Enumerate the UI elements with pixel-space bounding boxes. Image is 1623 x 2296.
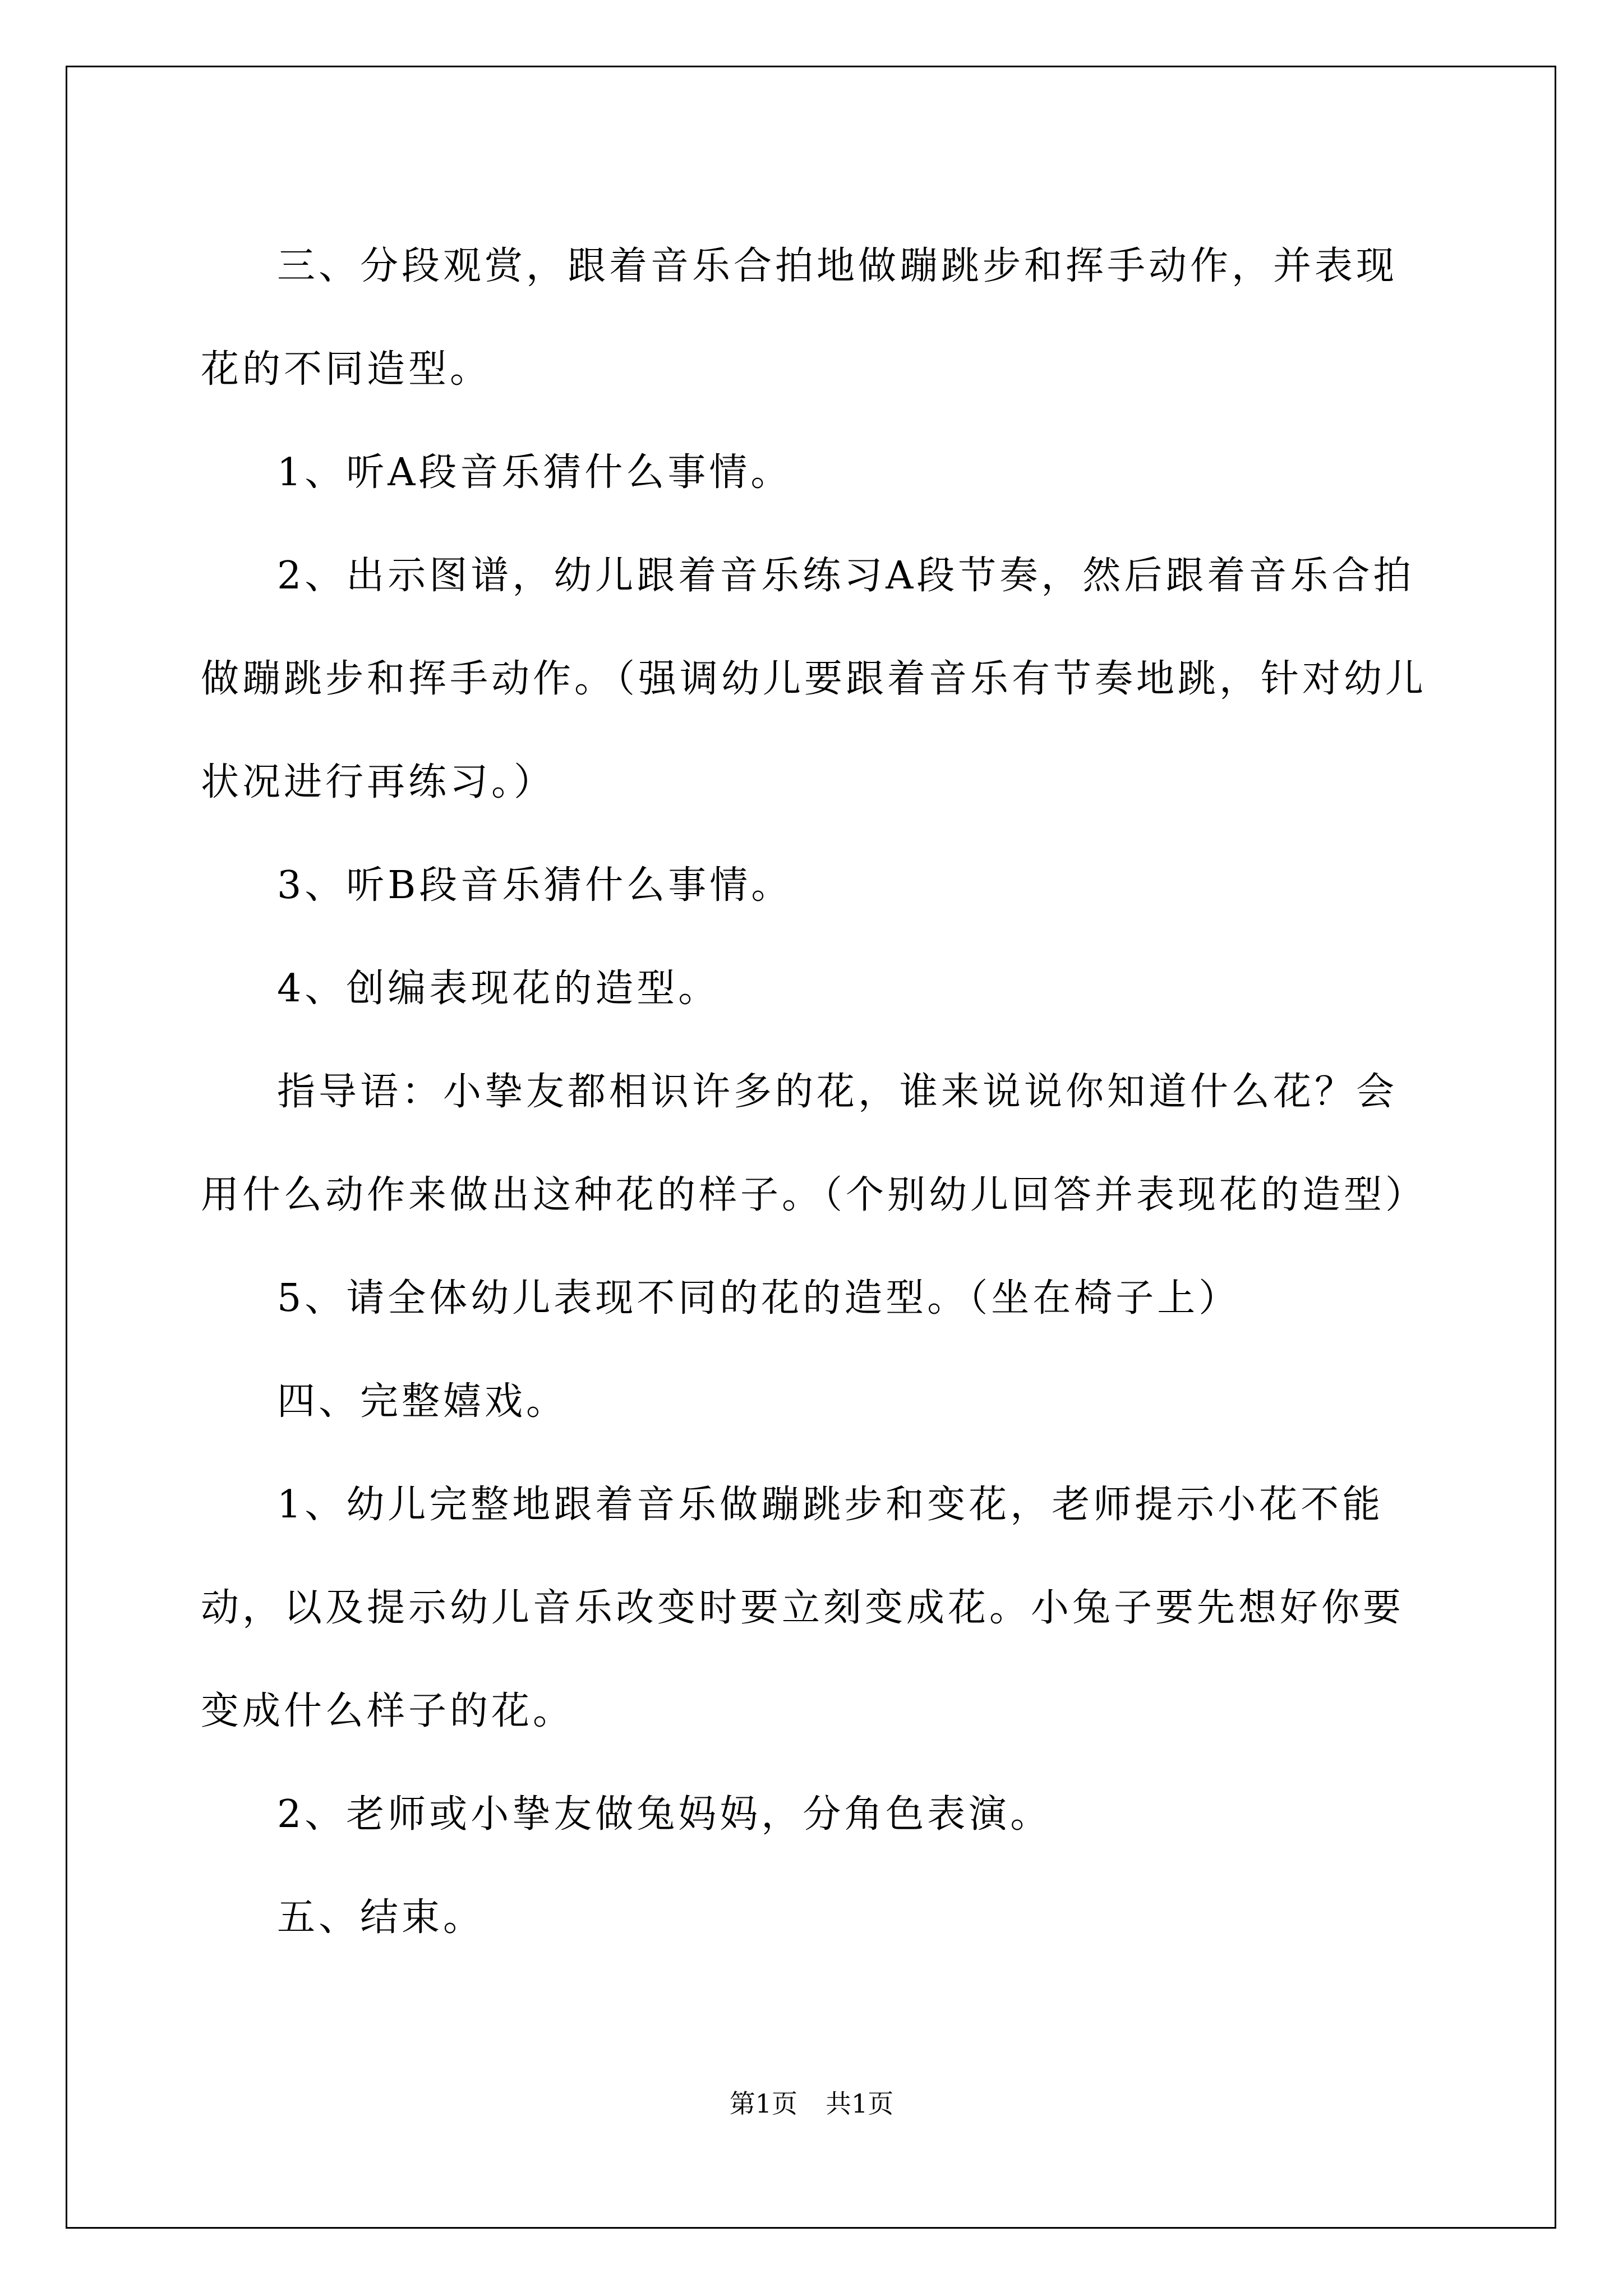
paragraph: 三、分段观赏，跟着音乐合拍地做蹦跳步和挥手动作，并表现花的不同造型。: [201, 244, 1398, 392]
paragraph: 指导语：小挚友都相识许多的花，谁来说说你知道什么花？会用什么动作来做出这种花的样子。（个别幼儿回答并表现花的造型）: [201, 1070, 1427, 1217]
paragraph: 五、结束。: [277, 1895, 485, 1940]
paragraph: 3、听B段音乐猜什么事情。: [277, 863, 793, 908]
paragraph: 2、出示图谱，幼儿跟着音乐练习A段节奏，然后跟着音乐合拍做蹦跳步和挥手动作。（强调幼儿要跟着音乐有节奏地跳，针对幼儿状况进行再练习。）: [201, 554, 1427, 804]
page-number: 第1页: [729, 2088, 797, 2119]
document-body: [201, 215, 1429, 1970]
paragraph: 5、请全体幼儿表现不同的花的造型。（坐在椅子上）: [277, 1276, 1241, 1320]
paragraph: 1、幼儿完整地跟着音乐做蹦跳步和变花，老师提示小花不能动，以及提示幼儿音乐改变时要立刻变成花。小兔子要先想好你要变成什么样子的花。: [201, 1483, 1405, 1733]
page-count: 共1页: [826, 2088, 894, 2119]
paragraph: 4、创编表现花的造型。: [277, 967, 720, 1011]
paragraph: 1、听A段音乐猜什么事情。: [277, 450, 792, 495]
paragraph: 2、老师或小挚友做兔妈妈，分角色表演。: [277, 1792, 1052, 1837]
paragraph: 四、完整嬉戏。: [277, 1379, 568, 1424]
page-footer: [0, 2087, 1623, 2120]
